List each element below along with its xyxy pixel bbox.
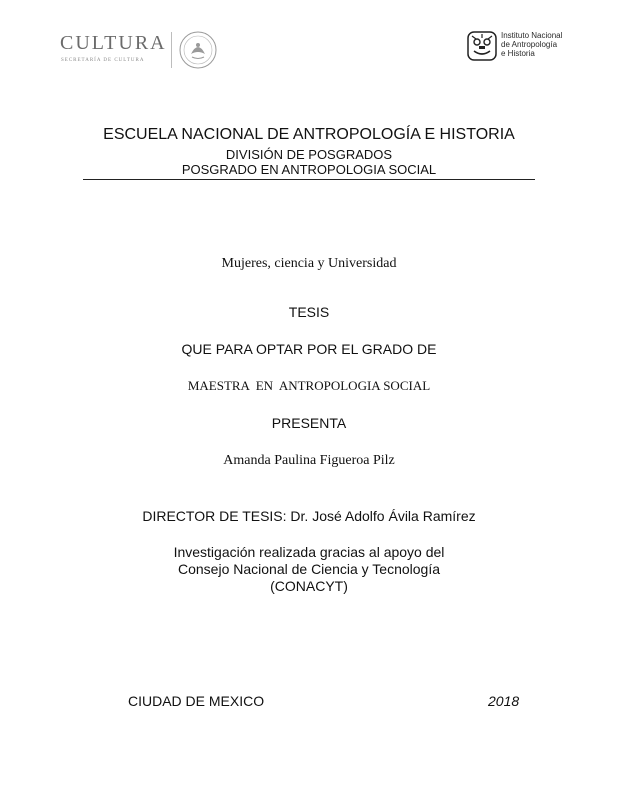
inah-emblem-icon (466, 30, 498, 62)
division-name: DIVISIÓN DE POSGRADOS (225, 147, 393, 162)
inah-line-3: e Historia (501, 49, 535, 58)
year: 2018 (488, 693, 520, 709)
degree-intro: QUE PARA OPTAR POR EL GRADO DE (181, 341, 437, 357)
city: CIUDAD DE MEXICO (128, 693, 265, 709)
mexico-seal-icon (178, 30, 218, 70)
thesis-director: DIRECTOR DE TESIS: Dr. José Adolfo Ávila Ramírez (142, 508, 476, 524)
presenta-label: PRESENTA (271, 415, 347, 431)
funding-line-2: Consejo Nacional de Ciencia y Tecnología (177, 561, 440, 577)
program-name: POSGRADO EN ANTROPOLOGIA SOCIAL (181, 162, 437, 177)
funding-line-3: (CONACYT) (270, 578, 348, 594)
cultura-subtitle: SECRETARÍA DE CULTURA (61, 58, 145, 63)
inah-line-2: de Antropología (501, 40, 558, 49)
heading-divider (83, 179, 535, 180)
school-name: ESCUELA NACIONAL DE ANTROPOLOGÍA E HISTORIA (103, 126, 515, 143)
cultura-wordmark: CULTURA (60, 32, 167, 54)
cultura-logo (60, 30, 230, 70)
degree-name: MAESTRA EN ANTROPOLOGIA SOCIAL (187, 378, 431, 393)
inah-name (501, 31, 562, 58)
inah-logo (466, 30, 576, 64)
thesis-title: Mujeres, ciencia y Universidad (221, 256, 397, 271)
inah-line-1: Instituto Nacional (501, 31, 563, 40)
funding-note (0, 544, 618, 595)
logo-divider (171, 32, 172, 68)
author-name: Amanda Paulina Figueroa Pilz (223, 453, 395, 468)
funding-line-1: Investigación realizada gracias al apoyo del (173, 544, 445, 560)
tesis-label: TESIS (288, 304, 330, 320)
